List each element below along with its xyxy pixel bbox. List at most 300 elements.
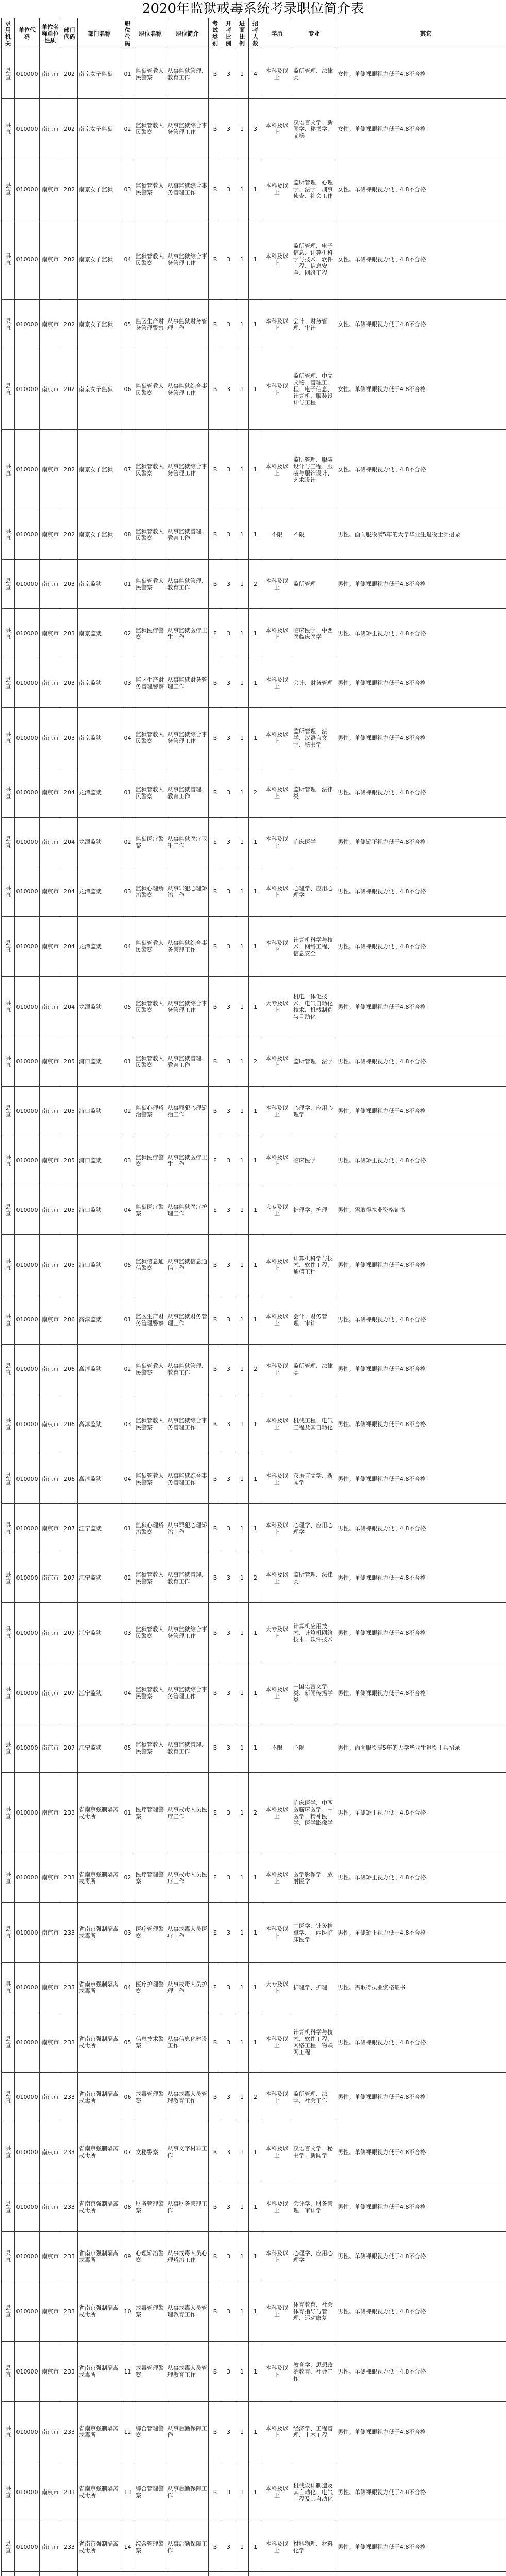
cell-major: 计算机应用技术、计算机网络技术、软件技术 [292,1603,336,1663]
cell-cat: E [209,1963,222,2012]
cell-pos: 医疗管理警察 [134,1903,166,1963]
cell-edu: 本科及以上 [262,560,292,609]
cell-unit: 省南京强制隔离戒毒所 [78,1773,121,1853]
cell-area: 县直 [2,2012,15,2073]
cell-dept-code: 010000 [15,430,40,510]
cell-other: 男性。单侧矫正视力低于4.8不合格 [336,818,506,867]
cell-pos: 监狱管教人民警察 [134,99,166,159]
cell-pos-code: 01 [121,49,134,99]
table-row [2,300,506,349]
cell-unit: 省南京强制隔离戒毒所 [78,2073,121,2122]
cell-unit-code: 205 [61,1037,78,1087]
cell-cat: E [209,1136,222,1185]
cell-pos-code: 03 [121,658,134,708]
cell-other: 女性。单侧裸眼视力低于4.8不合格 [336,49,506,99]
cell-pos: 监狱管教人民警察 [134,917,166,977]
cell-edu: 大专及以上 [262,1603,292,1663]
cell-unit: 江宁监狱 [78,1663,121,1723]
cell-pos-code: 05 [121,1235,134,1295]
cell-r1: 3 [222,1454,235,1504]
cell-pos: 戒毒管理警察 [134,2073,166,2122]
cell-desc: 从事信息化建设工作 [166,2012,209,2073]
cell-edu: 本科及以上 [262,917,292,977]
cell-major: 临床医学、中西医临床医学、中医学、精神医学、医学影像学 [292,1773,336,1853]
column-header: 单位名称单位性质 [40,18,61,49]
table-row [2,1853,506,1903]
cell-unit: 南京女子监狱 [78,99,121,159]
cell-r2: 1 [235,2342,249,2402]
cell-major: 会计学、财务管理、审计学 [292,2182,336,2232]
cell-other: 男性。单侧裸眼视力低于4.8不合格 [336,2281,506,2342]
cell-pos-code: 05 [121,2012,134,2073]
cell-city: 南京市 [40,818,61,867]
cell-city: 南京市 [40,1454,61,1504]
cell-pos: 监狱管教人民警察 [134,1663,166,1723]
cell-edu: 大专及以上 [262,1963,292,2012]
cell-pos-code: 03 [121,1603,134,1663]
cell-dept-code [15,2572,40,2576]
cell-area: 县直 [2,2232,15,2281]
table-row [2,1087,506,1136]
cell-num: 1 [249,1853,262,1903]
cell-num: 1 [249,1394,262,1454]
cell-area: 县直 [2,2462,15,2522]
cell-city: 南京市 [40,99,61,159]
cell-num: 1 [249,159,262,219]
cell-unit: 高淳监狱 [78,1394,121,1454]
cell-desc: 从事罪犯心理矫治工作 [166,867,209,917]
cell-pos-code: 05 [121,1723,134,1773]
cell-r2: 1 [235,768,249,818]
cell-edu: 本科及以上 [262,1037,292,1087]
cell-pos: 监狱管教人民警察 [134,430,166,510]
cell-r1: 3 [222,430,235,510]
cell-num: 1 [249,609,262,658]
cell-area: 县直 [2,1853,15,1903]
cell-r1: 3 [222,2281,235,2342]
cell-other: 男性。单侧裸眼视力低于4.8不合格 [336,867,506,917]
cell-unit-code: 233 [61,1903,78,1963]
cell-edu: 本科及以上 [262,1345,292,1394]
cell-unit-code: 205 [61,1235,78,1295]
cell-r1: 3 [222,2402,235,2462]
table-row [2,1454,506,1504]
cell-cat: B [209,49,222,99]
cell-desc: 从事监狱财务管理工作 [166,658,209,708]
cell-cat: B [209,1037,222,1087]
cell-pos: 监狱管教人民警察 [134,708,166,768]
cell-desc: 从事监狱综合事务管理工作 [166,219,209,300]
cell-city: 南京市 [40,1345,61,1394]
cell-area: 县直 [2,818,15,867]
cell-other: 女性。单侧裸眼视力低于4.8不合格 [336,300,506,349]
cell-pos-code: 09 [121,2232,134,2281]
cell-major: 监所管理、法律类 [292,1345,336,1394]
cell-area: 县直 [2,768,15,818]
cell-other: 男性。单侧矫正视力低于4.8不合格 [336,1136,506,1185]
cell-r2: 1 [235,219,249,300]
table-body [2,49,506,2576]
cell-unit: 南京女子监狱 [78,49,121,99]
cell-unit-code: 202 [61,349,78,430]
cell-city: 南京市 [40,977,61,1037]
cell-desc: 从事监狱综合事务管理工作 [166,977,209,1037]
cell-dept-code: 010000 [15,300,40,349]
cell-area: 县直 [2,867,15,917]
cell-edu: 本科及以上 [262,609,292,658]
cell-pos: 监狱管教人民警察 [134,159,166,219]
cell-city: 南京市 [40,219,61,300]
cell-r2: 1 [235,300,249,349]
cell-unit-code: 206 [61,1454,78,1504]
cell-pos-code: 02 [121,1087,134,1136]
cell-edu: 本科及以上 [262,1853,292,1903]
cell-cat: B [209,99,222,159]
cell-area [2,2572,15,2576]
cell-pos-code: 04 [121,1185,134,1235]
table-row [2,1185,506,1235]
cell-pos-code: 03 [121,1394,134,1454]
cell-r2: 1 [235,2402,249,2462]
table-row [2,1773,506,1853]
cell-r2: 1 [235,560,249,609]
cell-r1: 3 [222,2122,235,2182]
cell-area: 县直 [2,1663,15,1723]
cell-cat [209,2572,222,2576]
cell-r2: 1 [235,1853,249,1903]
cell-desc: 从事监狱综合事务管理工作 [166,1454,209,1504]
cell-city: 南京市 [40,1504,61,1553]
table-row [2,2073,506,2122]
cell-pos: 戒毒管理警察 [134,2281,166,2342]
cell-edu: 本科及以上 [262,2012,292,2073]
cell-pos: 监狱管教人民警察 [134,349,166,430]
cell-r1: 3 [222,1037,235,1087]
cell-r2: 1 [235,1603,249,1663]
cell-cat: B [209,349,222,430]
cell-desc: 从事监狱综合事务管理工作 [166,1663,209,1723]
cell-r1: 3 [222,1663,235,1723]
table-row [2,99,506,159]
cell-cat: E [209,818,222,867]
cell-pos: 文秘警察 [134,2122,166,2182]
cell-city: 南京市 [40,1773,61,1853]
cell-edu: 本科及以上 [262,1235,292,1295]
cell-pos: 医疗管理警察 [134,1853,166,1903]
cell-area: 县直 [2,2342,15,2402]
cell-area: 县直 [2,2182,15,2232]
cell-other: 男性。单侧裸眼视力低于4.8不合格 [336,2073,506,2122]
cell-unit: 南京监狱 [78,560,121,609]
cell-r2: 1 [235,1663,249,1723]
table-row [2,2122,506,2182]
cell-unit: 省南京强制隔离戒毒所 [78,1963,121,2012]
cell-desc: 从事监狱综合事务管理工作 [166,99,209,159]
cell-major: 监所管理、法学 [292,1037,336,1087]
table-row [2,1037,506,1087]
table-row [2,768,506,818]
cell-r2: 1 [235,1087,249,1136]
cell-edu: 本科及以上 [262,1553,292,1603]
column-header: 开考比例 [222,18,235,49]
cell-major: 教育学、思想政治教育、社会工作 [292,2342,336,2402]
cell-dept-code: 010000 [15,1663,40,1723]
cell-num: 1 [249,1235,262,1295]
cell-unit-code: 204 [61,867,78,917]
cell-dept-code: 010000 [15,2232,40,2281]
cell-unit: 龙潭监狱 [78,917,121,977]
cell-other: 男性。单侧裸眼视力低于4.8不合格 [336,2402,506,2462]
cell-r2: 1 [235,658,249,708]
cell-desc: 从事监狱综合事务管理工作 [166,708,209,768]
cell-r1: 3 [222,768,235,818]
cell-r1: 3 [222,300,235,349]
cell-dept-code: 010000 [15,1394,40,1454]
cell-desc: 从事监狱医疗护理工作 [166,1185,209,1235]
cell-unit-code: 207 [61,1603,78,1663]
cell-pos: 监狱管教人民警察 [134,977,166,1037]
cell-pos-code: 12 [121,2402,134,2462]
cell-desc: 从事戒毒人员护理工作 [166,1963,209,2012]
cell-unit: 南京女子监狱 [78,219,121,300]
cell-r1: 3 [222,1185,235,1235]
table-row [2,708,506,768]
cell-num: 1 [249,658,262,708]
cell-major: 计算机科学与技术、网络工程、信息安全 [292,917,336,977]
cell-desc: 从事监狱医疗卫生工作 [166,1136,209,1185]
cell-unit-code: 205 [61,1185,78,1235]
cell-other: 男性。单侧裸眼视力低于4.8不合格 [336,2012,506,2073]
cell-edu: 本科及以上 [262,2462,292,2522]
cell-r1 [222,2572,235,2576]
cell-major: 计算机科学与技术、软件工程、网络工程、物联网工程 [292,2012,336,2073]
cell-r1: 3 [222,159,235,219]
cell-dept-code: 010000 [15,768,40,818]
cell-cat: B [209,430,222,510]
cell-city: 南京市 [40,1963,61,2012]
cell-unit-code: 233 [61,2462,78,2522]
cell-unit: 南京女子监狱 [78,159,121,219]
cell-unit [78,2572,121,2576]
cell-city: 南京市 [40,708,61,768]
cell-num: 1 [249,1454,262,1504]
cell-other: 男性。单侧矫正视力低于4.8不合格 [336,609,506,658]
cell-unit: 省南京强制隔离戒毒所 [78,1903,121,1963]
column-header: 学历 [262,18,292,49]
cell-city: 南京市 [40,560,61,609]
cell-pos: 监区生产财务管理警察 [134,1295,166,1345]
cell-num: 1 [249,2122,262,2182]
document-title: 2020年监狱戒毒系统考录职位简介表 [142,1,364,16]
cell-other: 男性。面向服役满5年的大学毕业生退役士兵招录 [336,1723,506,1773]
cell-pos: 监狱管教人民警察 [134,1553,166,1603]
cell-major: 心理学、应用心理学 [292,1504,336,1553]
cell-r1: 3 [222,917,235,977]
cell-city: 南京市 [40,2073,61,2122]
cell-unit-code: 233 [61,2342,78,2402]
cell-major: 材料物理、材料化学 [292,2522,336,2572]
cell-unit: 江宁监狱 [78,1553,121,1603]
cell-area: 县直 [2,2122,15,2182]
cell-city: 南京市 [40,159,61,219]
cell-pos: 监狱管教人民警察 [134,510,166,560]
table-row [2,1235,506,1295]
cell-unit: 省南京强制隔离戒毒所 [78,2232,121,2281]
cell-dept-code: 010000 [15,1037,40,1087]
cell-major: 心理学、应用心理学 [292,867,336,917]
cell-dept-code: 010000 [15,349,40,430]
cell-r2: 1 [235,917,249,977]
cell-r1: 3 [222,977,235,1037]
cell-pos-code: 01 [121,1773,134,1853]
cell-area: 县直 [2,159,15,219]
cell-area: 县直 [2,99,15,159]
cell-city: 南京市 [40,1136,61,1185]
cell-r1: 3 [222,708,235,768]
cell-unit-code: 233 [61,2232,78,2281]
column-header: 招考人数 [249,18,262,49]
column-header: 其它 [336,18,506,49]
cell-major: 监所管理、法学、社会工作 [292,2073,336,2122]
cell-num: 1 [249,2232,262,2281]
cell-dept-code: 010000 [15,867,40,917]
cell-city: 南京市 [40,1853,61,1903]
cell-desc: 从事监狱信息通信工作 [166,1235,209,1295]
cell-other: 男性。单侧裸眼视力低于4.8不合格 [336,1504,506,1553]
cell-r2: 1 [235,1903,249,1963]
cell-city: 南京市 [40,1603,61,1663]
cell-num: 4 [249,49,262,99]
cell-cat: E [209,1903,222,1963]
cell-num: 3 [249,99,262,159]
table-row [2,658,506,708]
table-row [2,609,506,658]
cell-r2: 1 [235,159,249,219]
cell-unit-code: 233 [61,2073,78,2122]
cell-r1: 3 [222,1723,235,1773]
cell-r2: 1 [235,1723,249,1773]
cell-unit: 浦口监狱 [78,1235,121,1295]
cell-unit-code: 202 [61,99,78,159]
cell-r1: 3 [222,867,235,917]
cell-edu: 本科及以上 [262,867,292,917]
cell-desc: 从事监狱综合事务管理工作 [166,430,209,510]
cell-unit: 江宁监狱 [78,1504,121,1553]
cell-pos-code: 13 [121,2462,134,2522]
cell-pos: 监狱管教人民警察 [134,1037,166,1087]
cell-unit-code: 206 [61,1295,78,1345]
cell-cat: B [209,2402,222,2462]
cell-pos-code: 01 [121,768,134,818]
cell-dept-code: 010000 [15,159,40,219]
cell-dept-code: 010000 [15,99,40,159]
cell-cat: E [209,1185,222,1235]
cell-unit: 省南京强制隔离戒毒所 [78,2402,121,2462]
cell-other: 女性。单侧裸眼视力低于4.8不合格 [336,159,506,219]
cell-edu: 本科及以上 [262,2232,292,2281]
cell-city [40,2572,61,2576]
cell-unit: 龙潭监狱 [78,818,121,867]
cell-edu: 本科及以上 [262,1454,292,1504]
cell-r1: 3 [222,1603,235,1663]
cell-edu: 本科及以上 [262,1773,292,1853]
cell-pos-code [121,2572,134,2576]
cell-desc: 从事监狱管理、教育工作 [166,560,209,609]
cell-unit: 南京女子监狱 [78,430,121,510]
cell-pos: 戒毒管理警察 [134,2342,166,2402]
cell-dept-code: 010000 [15,1087,40,1136]
cell-major: 不限 [292,1723,336,1773]
cell-edu: 本科及以上 [262,768,292,818]
cell-unit: 省南京强制隔离戒毒所 [78,2342,121,2402]
table-row [2,1663,506,1723]
table-row [2,560,506,609]
table-row [2,2012,506,2073]
cell-pos: 心理矫治警察 [134,2232,166,2281]
cell-city: 南京市 [40,510,61,560]
cell-r2: 1 [235,349,249,430]
cell-num: 1 [249,430,262,510]
cell-city: 南京市 [40,49,61,99]
table-header-row [2,18,506,49]
cell-area: 县直 [2,1603,15,1663]
cell-pos: 医疗管理警察 [134,1773,166,1853]
cell-area: 县直 [2,2402,15,2462]
cell-major: 心理学、应用心理学 [292,2232,336,2281]
cell-unit: 江宁监狱 [78,1723,121,1773]
cell-other: 男性。单侧裸眼视力低于4.8不合格 [336,2522,506,2572]
cell-dept-code: 010000 [15,2073,40,2122]
table-row [2,2232,506,2281]
table-row [2,2342,506,2402]
cell-num: 1 [249,1663,262,1723]
cell-pos: 信息技术警察 [134,2012,166,2073]
cell-edu: 大专及以上 [262,1185,292,1235]
cell-other: 男性。面向服役满5年的大学毕业生退役士兵招录 [336,510,506,560]
cell-r2: 1 [235,2232,249,2281]
cell-dept-code: 010000 [15,2402,40,2462]
cell-r2: 1 [235,430,249,510]
cell-unit-code: 204 [61,818,78,867]
cell-r1: 3 [222,510,235,560]
cell-dept-code: 010000 [15,1963,40,2012]
cell-major: 不限 [292,510,336,560]
cell-cat: E [209,609,222,658]
cell-other: 女性。单侧裸眼视力低于4.8不合格 [336,99,506,159]
cell-unit-code: 202 [61,159,78,219]
cell-city: 南京市 [40,1903,61,1963]
cell-unit-code: 233 [61,1853,78,1903]
cell-edu: 本科及以上 [262,2122,292,2182]
cell-desc: 从事监狱管理、教育工作 [166,1553,209,1603]
cell-major: 监所管理、法律类 [292,768,336,818]
cell-major: 监所管理、电子信息、计算机科学与技术、软件工程、信息安全、网络工程 [292,219,336,300]
cell-area: 县直 [2,1087,15,1136]
cell-city: 南京市 [40,2012,61,2073]
cell-pos-code: 10 [121,2281,134,2342]
cell-num: 1 [249,349,262,430]
cell-other: 男性。单侧裸眼视力低于4.8不合格 [336,2342,506,2402]
cell-r2: 1 [235,2182,249,2232]
cell-desc: 从事戒毒人员医疗工作 [166,1903,209,1963]
cell-other: 男性。单侧裸眼视力低于4.8不合格 [336,1663,506,1723]
table-row [2,159,506,219]
cell-major: 监所管理 [292,560,336,609]
cell-cat: B [209,1723,222,1773]
cell-dept-code: 010000 [15,708,40,768]
cell-cat: B [209,2122,222,2182]
cell-r2: 1 [235,1394,249,1454]
